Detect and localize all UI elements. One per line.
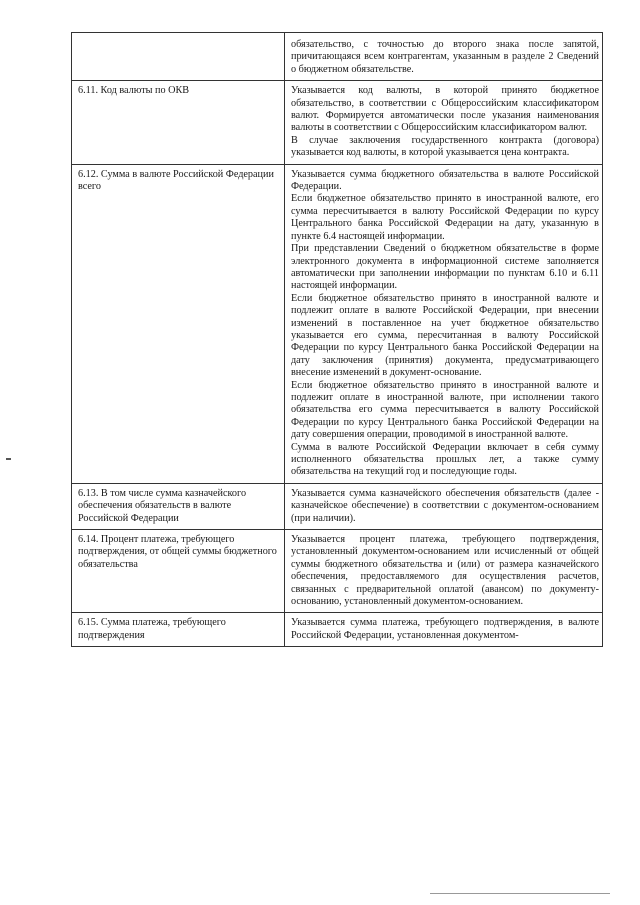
table-row <box>72 164 603 483</box>
field-name-cell: 6.13. В том числе сумма казначейского обеспечения обязательств в валюте Российской Федерации <box>72 483 285 529</box>
description-paragraph: Указывается сумма бюджетного обязательства в валюте Российской Федерации. <box>291 168 599 193</box>
field-name-cell: 6.11. Код валюты по ОКВ <box>72 81 285 164</box>
margin-mark <box>6 458 11 460</box>
table-row <box>72 530 603 613</box>
table-row <box>72 613 603 647</box>
description-paragraph: Указывается сумма казначейского обеспечения обязательств (далее - казначейское обеспечение) в соответствии с документом-основанием (при наличии). <box>291 487 599 524</box>
table-row <box>72 81 603 164</box>
footer-rule <box>430 893 610 894</box>
field-name-cell <box>72 33 285 81</box>
field-description-cell <box>285 164 603 483</box>
field-description-cell <box>285 483 603 529</box>
description-paragraph: Если бюджетное обязательство принято в иностранной валюте и подлежит оплате в иностранной валюте, при исполнении такого обязательства его сумма пересчитывается в валюту Российской Федерации по курсу Центрального банка Российской Федерации на дату совершения операции, проводимой в иностранной валюте. <box>291 379 599 441</box>
description-paragraph: Указывается код валюты, в которой принято бюджетное обязательство, в соответствии с Общероссийским классификатором валют. Формируется автоматически после указания наименования валюты в соответствии с Общероссийским классификатором валют. <box>291 85 599 134</box>
field-description-cell <box>285 530 603 613</box>
description-paragraph: Указывается процент платежа, требующего подтверждения, установленный документом-основанием или исчисленный от общей суммы бюджетного обязательства и (или) от размера казначейского обеспечения, предоставляемого для осуществления расчетов, связанных с предварительной оплатой (авансом) по документу-основанию, установленный документом-основанием. <box>291 534 599 608</box>
description-paragraph: Указывается сумма платежа, требующего подтверждения, в валюте Российской Федерации, установленная документом- <box>291 617 599 641</box>
requirements-table <box>71 32 603 647</box>
description-paragraph: Сумма в валюте Российской Федерации включает в себя сумму исполненного обязательства прошлых лет, а также сумму обязательства на текущий год и последующие годы. <box>291 441 599 478</box>
field-description-cell <box>285 613 603 647</box>
field-name-cell: 6.12. Сумма в валюте Российской Федерации всего <box>72 164 285 483</box>
description-paragraph: При представлении Сведений о бюджетном обязательстве в форме электронного документа в информационной системе заполняется автоматически при заполнении информации по пунктам 6.10 и 6.11 настоящей информации. <box>291 243 599 292</box>
table-row <box>72 483 603 529</box>
description-paragraph: обязательство, с точностью до второго знака после запятой, причитающаяся всем контрагентам, указанным в разделе 2 Сведений о бюджетном обязательстве. <box>291 39 599 75</box>
field-name-cell: 6.14. Процент платежа, требующего подтверждения, от общей суммы бюджетного обязательства <box>72 530 285 613</box>
field-name-cell: 6.15. Сумма платежа, требующего подтверждения <box>72 613 285 647</box>
table-row <box>72 33 603 81</box>
description-paragraph: Если бюджетное обязательство принято в иностранной валюте и подлежит оплате в валюте Российской Федерации, при внесении изменений в поставленное на учет бюджетное обязательство указывается его сумма, пересчитанная в валюту Российской Федерации по курсу Центрального банка Российской Федерации на дату заключения (принятия) документа, предусматривающего внесение изменений в документ-основание. <box>291 292 599 379</box>
field-description-cell <box>285 81 603 164</box>
description-paragraph: Если бюджетное обязательство принято в иностранной валюте, его сумма пересчитывается в валюту Российской Федерации по курсу Центрального банка Российской Федерации на дату, указанную в пункте 6.4 настоящей информации. <box>291 193 599 242</box>
description-paragraph: В случае заключения государственного контракта (договора) указывается код валюты, в которой указывается цена контракта. <box>291 134 599 159</box>
field-description-cell <box>285 33 603 81</box>
